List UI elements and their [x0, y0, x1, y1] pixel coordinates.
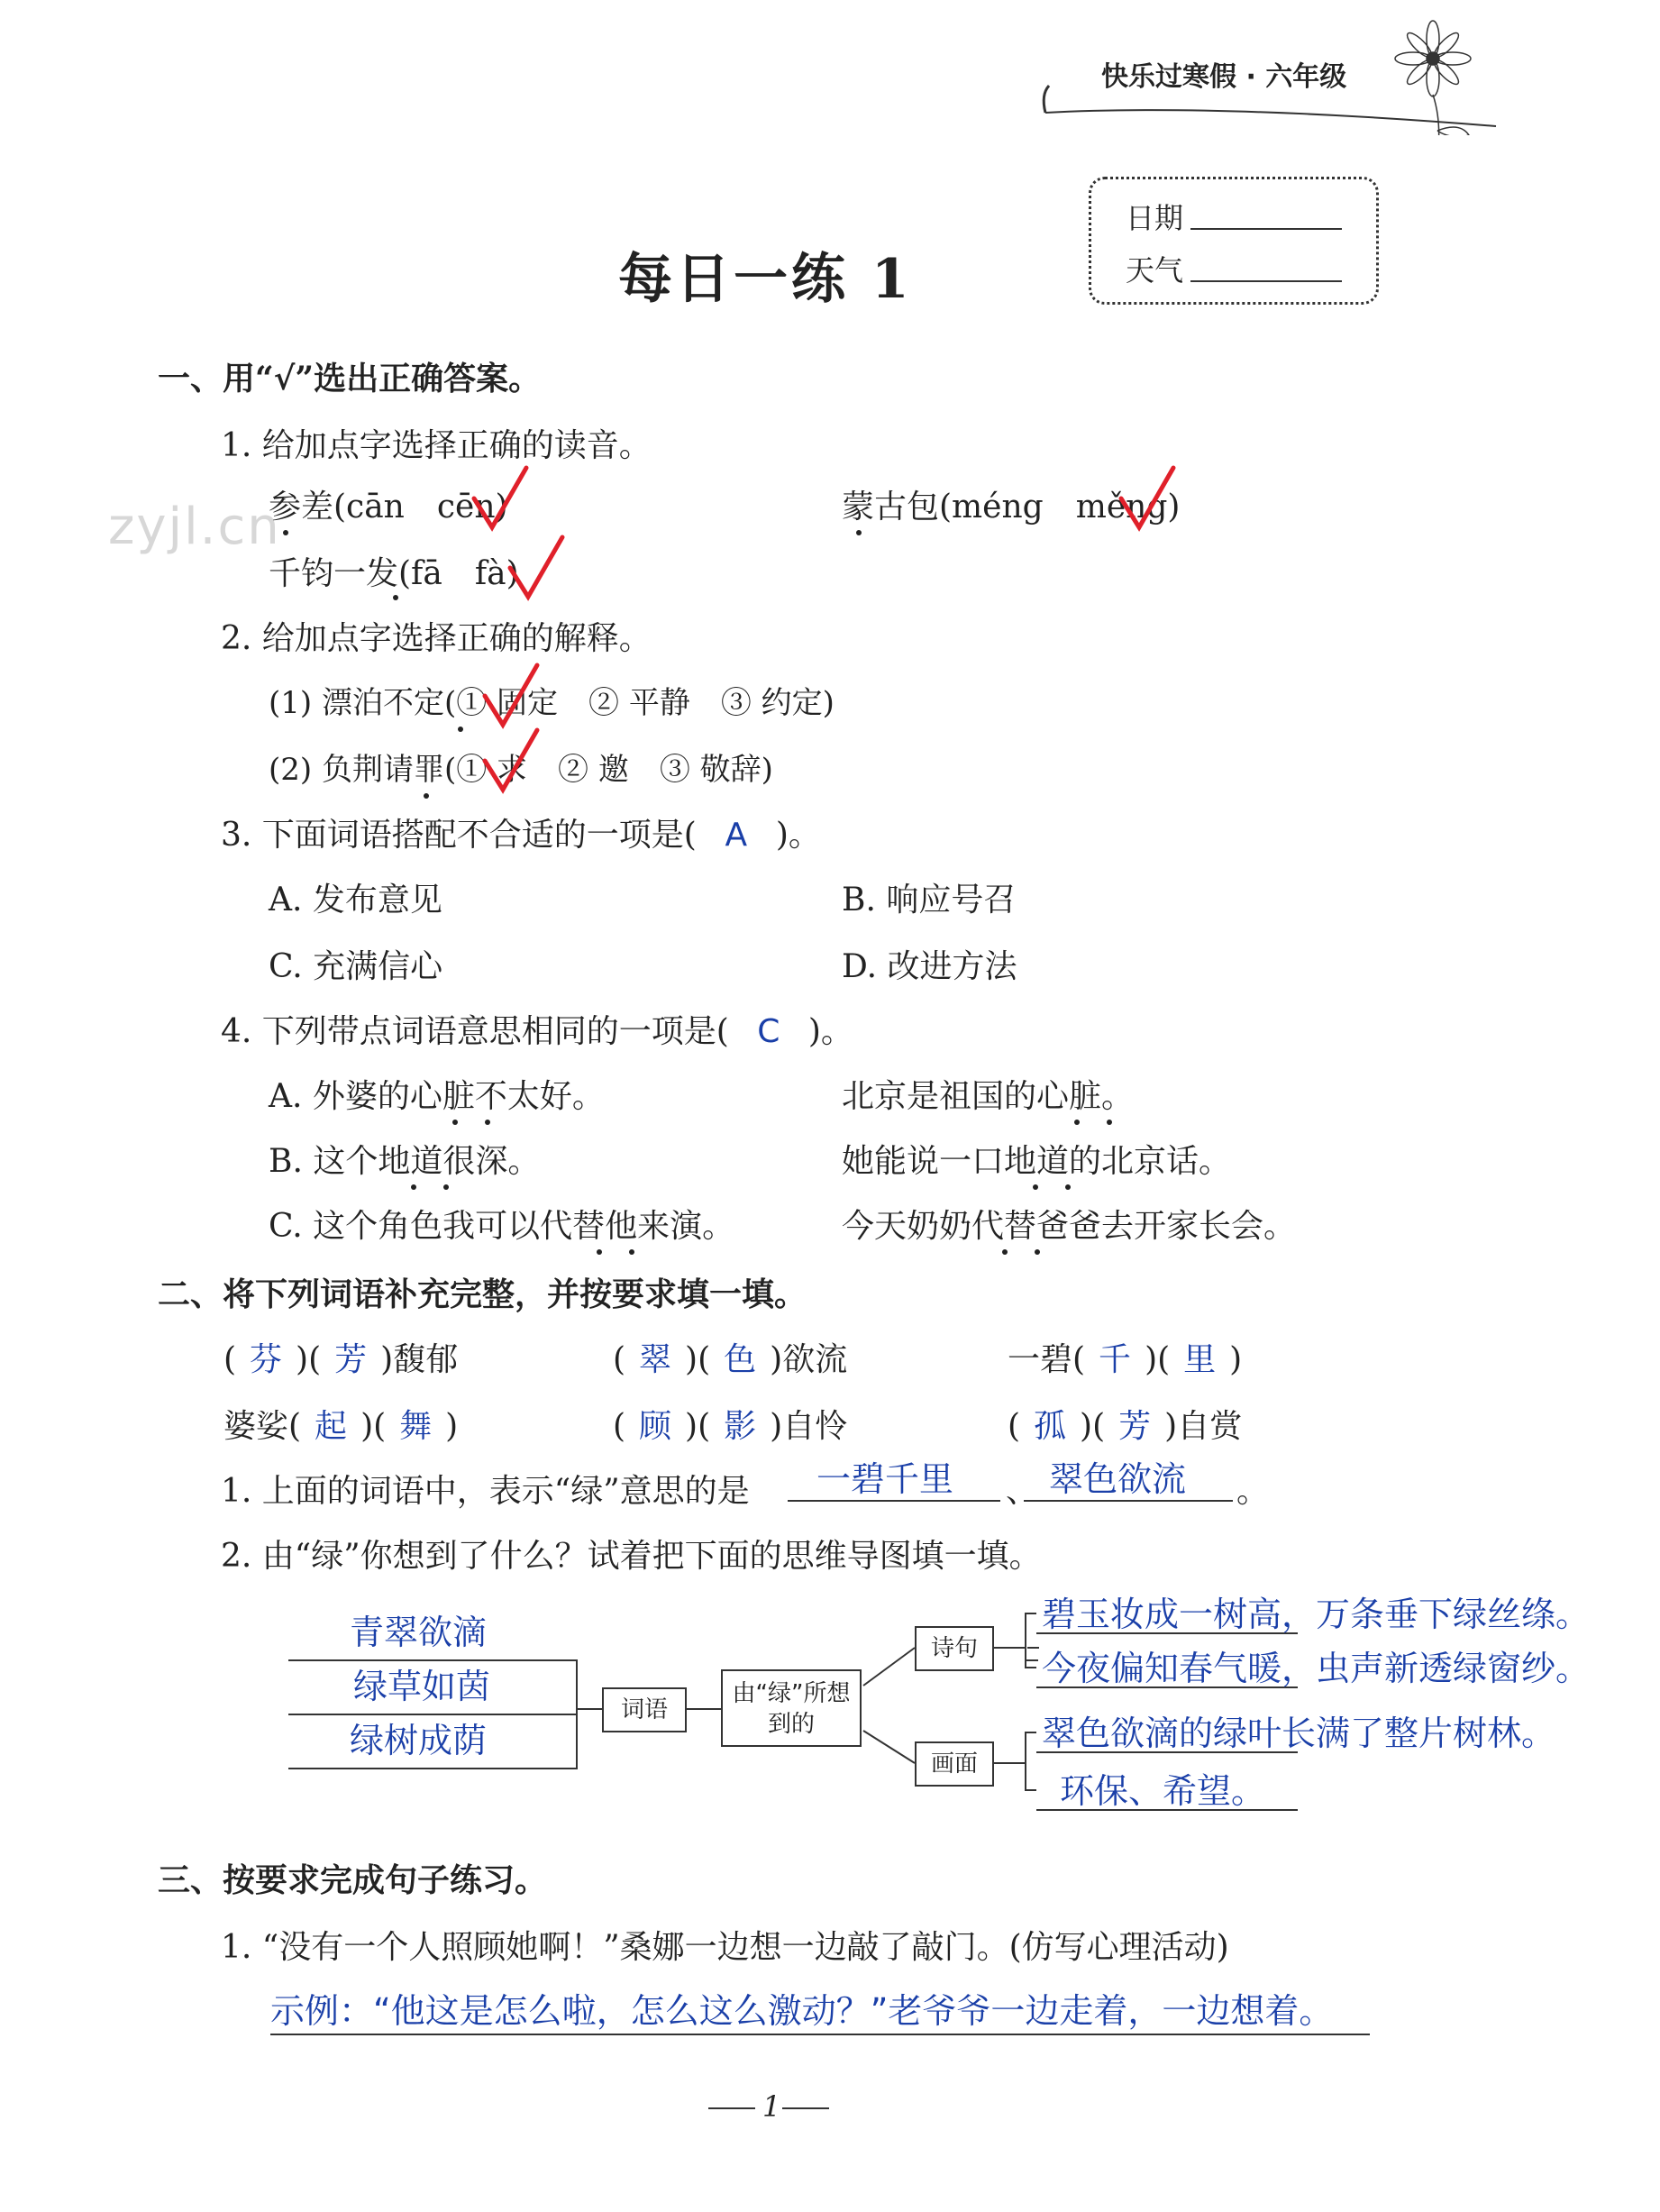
- weather-label: 天气: [1126, 253, 1184, 288]
- watermark: zyjl.cn: [108, 498, 281, 556]
- idiom-5-blank-1[interactable]: 顾: [639, 1408, 672, 1445]
- q3-option-b: B. 响应号召: [842, 882, 1017, 919]
- q4-answer[interactable]: C: [757, 1013, 780, 1050]
- idiom-5: ( 顾 )( 影 )自怜: [613, 1401, 847, 1447]
- q4-prompt-end: )。: [807, 1013, 853, 1050]
- idiom-6-blank-2[interactable]: 芳: [1118, 1408, 1152, 1445]
- q4-row-c-right: 今天奶奶代替爸爸去开家长会。: [842, 1208, 1297, 1245]
- idiom-5-suffix: 自怜: [782, 1408, 848, 1445]
- answer-line: [270, 2034, 1370, 2035]
- mindmap-node-center: 由“绿”所想到的: [721, 1669, 862, 1747]
- idiom-1: ( 芬 )( 芳 )馥郁: [223, 1334, 458, 1380]
- footer-rule-left: [708, 2107, 755, 2109]
- mindmap-node-poems: 诗句: [915, 1626, 994, 1671]
- mindmap-node-words: 词语: [602, 1687, 687, 1732]
- q1-item-1: 参差(cān cēn): [269, 489, 508, 526]
- q2-prompt: 2. 给加点字选择正确的解释。: [221, 620, 652, 657]
- idiom-2-blank-2[interactable]: 色: [724, 1341, 757, 1378]
- mindmap-poem-2[interactable]: 今夜偏知春气暖，虫声新透绿窗纱。: [1042, 1649, 1591, 1688]
- q1-prompt: 1. 给加点字选择正确的读音。: [221, 427, 652, 464]
- q4-prompt-text: 4. 下列带点词语意思相同的一项是(: [221, 1013, 729, 1050]
- q3-option-a: A. 发布意见: [269, 882, 442, 919]
- q4-row-c-left: C. 这个角色我可以代替他来演。: [269, 1208, 735, 1245]
- mindmap-node-scenes: 画面: [915, 1741, 994, 1787]
- q1-item-2: 蒙古包(méng měng): [842, 489, 1181, 526]
- s3-q1-answer[interactable]: 示例：“他这是怎么啦，怎么这么激动？”老爷爷一边走着，一边想着。: [270, 1991, 1334, 2031]
- s2-q1-end: 。: [1236, 1473, 1270, 1510]
- idiom-4-blank-2[interactable]: 舞: [399, 1408, 433, 1445]
- idiom-3-blank-2[interactable]: 里: [1183, 1341, 1217, 1378]
- idiom-3-prefix: 一碧: [1008, 1341, 1073, 1378]
- q3-answer[interactable]: A: [725, 817, 748, 854]
- q3-prompt-text: 3. 下面词语搭配不合适的一项是(: [221, 817, 697, 854]
- idiom-1-blank-2[interactable]: 芳: [334, 1341, 368, 1378]
- s3-q1-prompt: 1. “没有一个人照顾她啊！”桑娜一边想一边敲了敲门。(仿写心理活动): [221, 1929, 1229, 1966]
- section1-heading: 一、用“√”选出正确答案。: [158, 360, 542, 398]
- idiom-1-blank-1[interactable]: 芬: [250, 1341, 283, 1378]
- s2-q1-answer-2[interactable]: 翠色欲流: [1049, 1459, 1187, 1499]
- mindmap-scene-1[interactable]: 翠色欲滴的绿叶长满了整片树林。: [1042, 1714, 1556, 1753]
- s2-q2-prompt: 2. 由“绿”你想到了什么？试着把下面的思维导图填一填。: [221, 1538, 1042, 1575]
- q3-option-c: C. 充满信心: [269, 948, 443, 985]
- mindmap-word-1[interactable]: 青翠欲滴: [350, 1613, 488, 1652]
- q3-prompt-end: )。: [775, 817, 821, 854]
- idiom-6-suffix: 自赏: [1177, 1408, 1243, 1445]
- s2-q1-sep: 、: [1006, 1473, 1039, 1510]
- q4-row-a-right: 北京是祖国的心脏。: [842, 1078, 1135, 1115]
- mindmap-word-2[interactable]: 绿草如茵: [353, 1667, 491, 1706]
- q3-option-d: D. 改进方法: [842, 948, 1017, 985]
- q4-row-a-left: A. 外婆的心脏不太好。: [269, 1078, 605, 1115]
- idiom-4: 婆娑( 起 )( 舞 ): [223, 1401, 458, 1447]
- mindmap-scene-2[interactable]: 环保、希望。: [1060, 1771, 1266, 1811]
- idiom-2-suffix: 欲流: [782, 1341, 848, 1378]
- q1-item-3: 千钧一发(fā fà): [269, 555, 519, 592]
- mindmap-poem-1[interactable]: 碧玉妆成一树高，万条垂下绿丝绦。: [1042, 1595, 1591, 1634]
- idiom-5-blank-2[interactable]: 影: [724, 1408, 757, 1445]
- series-label: 快乐过寒假 · 六年级: [1101, 61, 1347, 93]
- q4-row-b-left: B. 这个地道很深。: [269, 1143, 541, 1180]
- idiom-3-blank-1[interactable]: 千: [1099, 1341, 1132, 1378]
- idiom-4-prefix: 婆娑: [223, 1408, 289, 1445]
- page-title: 每日一练 1: [618, 248, 913, 311]
- s2-q1-prompt: 1. 上面的词语中，表示“绿”意思的是: [221, 1473, 750, 1510]
- idiom-1-suffix: 馥郁: [393, 1341, 459, 1378]
- date-label: 日期: [1126, 201, 1184, 235]
- s2-q1-answer-1[interactable]: 一碧千里: [816, 1459, 954, 1499]
- idiom-4-blank-1[interactable]: 起: [315, 1408, 348, 1445]
- idiom-6: ( 孤 )( 芳 )自赏: [1008, 1401, 1242, 1447]
- q4-row-b-right: 她能说一口地道的北京话。: [842, 1143, 1232, 1180]
- idiom-2: ( 翠 )( 色 )欲流: [613, 1334, 847, 1380]
- mindmap-word-3[interactable]: 绿树成荫: [350, 1721, 488, 1760]
- section3-heading: 三、按要求完成句子练习。: [158, 1861, 548, 1899]
- idiom-3: 一碧( 千 )( 里 ): [1008, 1334, 1242, 1380]
- idiom-6-blank-1[interactable]: 孤: [1034, 1408, 1067, 1445]
- page-number: 1: [762, 2089, 781, 2124]
- q2-item-1: (1) 漂泊不定(① 固定 ② 平静 ③ 约定): [269, 685, 835, 721]
- q2-item-2: (2) 负荆请罪(① 求 ② 邀 ③ 敬辞): [269, 752, 773, 788]
- footer-rule-right: [782, 2107, 829, 2109]
- section2-heading: 二、将下列词语补充完整，并按要求填一填。: [158, 1275, 807, 1313]
- idiom-2-blank-1[interactable]: 翠: [639, 1341, 672, 1378]
